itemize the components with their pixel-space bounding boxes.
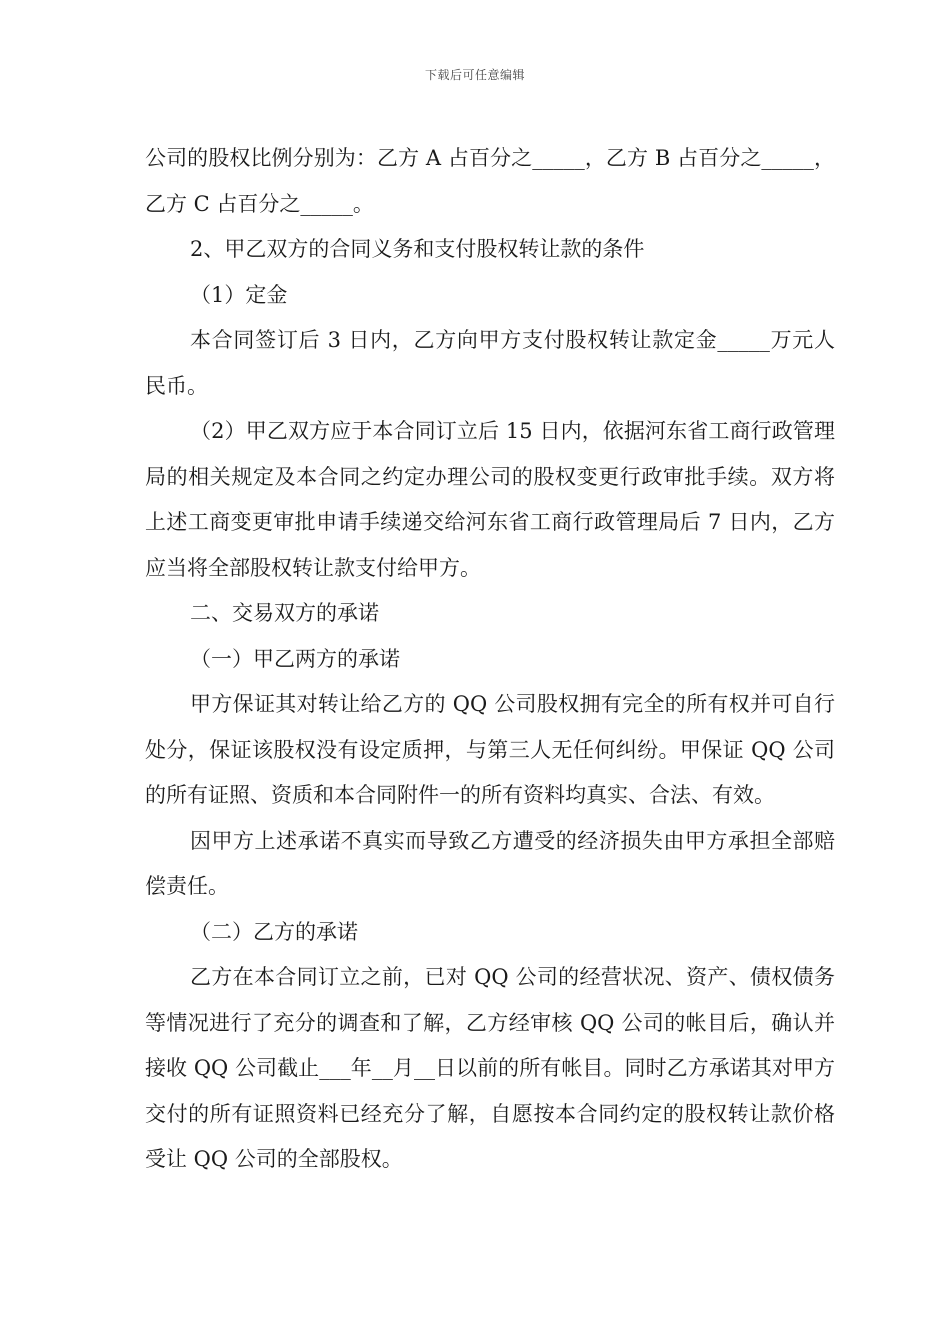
- subheading-both-parties: （一）甲乙两方的承诺: [190, 646, 400, 671]
- subheading-deposit: （1）定金: [190, 282, 288, 307]
- section-heading-obligations: 2、甲乙双方的合同义务和支付股权转让款的条件: [190, 237, 645, 261]
- section-heading-commitments: 二、交易双方的承诺: [190, 601, 379, 625]
- paragraph-party-b-commitment: 乙方在本合同订立之前，已对 QQ 公司的经营状况、资产、债权债务等情况进行了充分的调查和了解，乙方经审核 QQ 公司的帐目后，确认并接收 QQ 公司截止___年__月__日以前的所有帐目。同时乙方承诺其对甲方交付的所有证照资料已经充分了解，自愿按本合同约定的股权转让款价格受让 QQ 公司的全部股权。: [145, 965, 835, 1171]
- paragraph-approval-procedure: （2）甲乙双方应于本合同订立后 15 日内，依据河东省工商行政管理局的相关规定及本合同之约定办理公司的股权变更行政审批手续。双方将上述工商变更审批申请手续递交给河东省工商行政管理局后 7 日内，乙方应当将全部股权转让款支付给甲方。: [145, 419, 835, 580]
- paragraph-liability: 因甲方上述承诺不真实而导致乙方遭受的经济损失由甲方承担全部赔偿责任。: [145, 828, 835, 898]
- paragraph-share-ratio: 公司的股权比例分别为：乙方 A 占百分之_____，乙方 B 占百分之_____，乙方 C 占百分之_____。: [145, 146, 835, 216]
- paragraph-deposit: 本合同签订后 3 日内，乙方向甲方支付股权转让款定金_____万元人民币。: [145, 328, 835, 398]
- paragraph-party-a-guarantee: 甲方保证其对转让给乙方的 QQ 公司股权拥有完全的所有权并可自行处分，保证该股权没有设定质押，与第三人无任何纠纷。甲保证 QQ 公司的所有证照、资质和本合同附件一的所有资料均真实、合法、有效。: [145, 692, 835, 807]
- subheading-party-b: （二）乙方的承诺: [190, 919, 358, 944]
- page-header: 下载后可任意编辑: [424, 68, 525, 82]
- document-body: [145, 136, 835, 1183]
